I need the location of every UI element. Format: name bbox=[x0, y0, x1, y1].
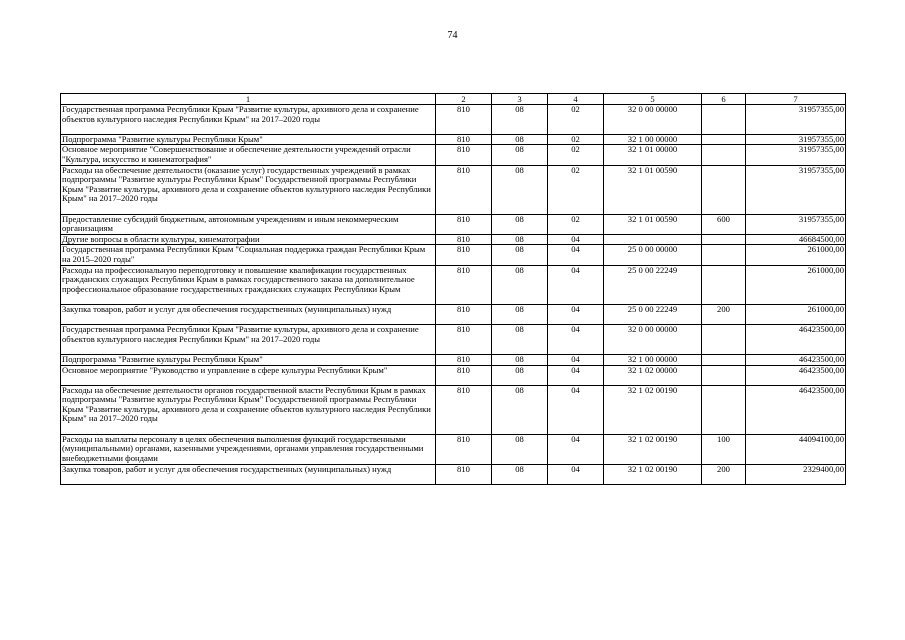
row-name-cell: Подпрограмма "Развитие культуры Республики Крым" bbox=[61, 354, 436, 365]
row-ministry-code-cell: 810 bbox=[436, 105, 492, 135]
row-expense-type-cell: 200 bbox=[702, 464, 746, 484]
row-target-article-cell: 32 1 00 00000 bbox=[604, 354, 702, 365]
row-target-article-cell: 32 1 01 00000 bbox=[604, 145, 702, 165]
row-section-cell: 08 bbox=[492, 385, 548, 434]
row-target-article-cell: 32 1 00 00000 bbox=[604, 134, 702, 145]
row-target-article-cell: 32 0 00 00000 bbox=[604, 105, 702, 135]
row-name-cell: Расходы на обеспечение деятельности (оказание услуг) государственных учреждений в рамках подпрограммы "Развитие культуры Республики Крым" Государственной программы Республики Крым "Развитие культуры, архивного дела и сохранение объектов культурного наследия Республики Крым" на 2017–2020 годы bbox=[61, 165, 436, 214]
row-name-cell: Государственная программа Республики Крым "Социальная поддержка граждан Республики Крым на 2015–2020 годы" bbox=[61, 245, 436, 265]
row-amount-cell: 46423500,00 bbox=[746, 385, 846, 434]
row-name-cell: Государственная программа Республики Крым "Развитие культуры, архивного дела и сохранение объектов культурного наследия Республики Крым" на 2017–2020 годы bbox=[61, 325, 436, 355]
row-expense-type-cell bbox=[702, 145, 746, 165]
row-expense-type-cell: 200 bbox=[702, 304, 746, 324]
row-amount-cell: 31957355,00 bbox=[746, 165, 846, 214]
row-section-cell: 08 bbox=[492, 214, 548, 234]
row-ministry-code-cell: 810 bbox=[436, 265, 492, 304]
row-section-cell: 08 bbox=[492, 304, 548, 324]
row-section-cell: 08 bbox=[492, 145, 548, 165]
row-ministry-code-cell: 810 bbox=[436, 325, 492, 355]
row-expense-type-cell bbox=[702, 325, 746, 355]
table-row bbox=[61, 385, 846, 434]
row-section-cell: 08 bbox=[492, 354, 548, 365]
row-ministry-code-cell: 810 bbox=[436, 134, 492, 145]
row-expense-type-cell bbox=[702, 385, 746, 434]
table-row bbox=[61, 165, 846, 214]
table-row bbox=[61, 325, 846, 355]
row-section-cell: 08 bbox=[492, 134, 548, 145]
row-amount-cell: 46423500,00 bbox=[746, 365, 846, 385]
row-expense-type-cell: 600 bbox=[702, 214, 746, 234]
row-subsection-cell: 04 bbox=[548, 245, 604, 265]
table-row bbox=[61, 245, 846, 265]
row-amount-cell: 31957355,00 bbox=[746, 145, 846, 165]
row-name-cell: Основное мероприятие "Совершенствование и обеспечение деятельности учреждений отрасли "Культура, искусство и кинематография" bbox=[61, 145, 436, 165]
row-ministry-code-cell: 810 bbox=[436, 165, 492, 214]
header-cell: 4 bbox=[548, 94, 604, 105]
row-expense-type-cell bbox=[702, 245, 746, 265]
table-body bbox=[61, 105, 846, 485]
row-subsection-cell: 04 bbox=[548, 304, 604, 324]
header-cell: 1 bbox=[61, 94, 436, 105]
header-cell: 2 bbox=[436, 94, 492, 105]
row-target-article-cell: 32 1 01 00590 bbox=[604, 165, 702, 214]
row-ministry-code-cell: 810 bbox=[436, 354, 492, 365]
row-amount-cell: 261000,00 bbox=[746, 245, 846, 265]
row-amount-cell: 31957355,00 bbox=[746, 134, 846, 145]
row-expense-type-cell bbox=[702, 354, 746, 365]
row-expense-type-cell bbox=[702, 165, 746, 214]
row-name-cell: Предоставление субсидий бюджетным, автономным учреждениям и иным некоммерческим организациям bbox=[61, 214, 436, 234]
row-subsection-cell: 04 bbox=[548, 385, 604, 434]
row-target-article-cell: 25 0 00 22249 bbox=[604, 304, 702, 324]
row-ministry-code-cell: 810 bbox=[436, 245, 492, 265]
row-ministry-code-cell: 810 bbox=[436, 214, 492, 234]
row-amount-cell: 2329400,00 bbox=[746, 464, 846, 484]
page-number: 74 bbox=[447, 30, 458, 41]
row-amount-cell: 46423500,00 bbox=[746, 354, 846, 365]
table-row bbox=[61, 145, 846, 165]
row-section-cell: 08 bbox=[492, 434, 548, 464]
row-name-cell: Расходы на выплаты персоналу в целях обеспечения выполнения функций государственными (муниципальными) органами, казенными учреждениями, органами управления государственными внебюджетными фондами bbox=[61, 434, 436, 464]
row-name-cell: Государственная программа Республики Крым "Развитие культуры, архивного дела и сохранение объектов культурного наследия Республики Крым" на 2017–2020 годы bbox=[61, 105, 436, 135]
header-cell: 7 bbox=[746, 94, 846, 105]
row-subsection-cell: 04 bbox=[548, 434, 604, 464]
row-amount-cell: 31957355,00 bbox=[746, 105, 846, 135]
row-section-cell: 08 bbox=[492, 165, 548, 214]
row-subsection-cell: 04 bbox=[548, 325, 604, 355]
row-ministry-code-cell: 810 bbox=[436, 385, 492, 434]
row-name-cell: Другие вопросы в области культуры, кинематографии bbox=[61, 234, 436, 245]
row-target-article-cell: 32 1 02 00190 bbox=[604, 385, 702, 434]
table-row bbox=[61, 134, 846, 145]
table-row bbox=[61, 234, 846, 245]
row-ministry-code-cell: 810 bbox=[436, 365, 492, 385]
table-row bbox=[61, 464, 846, 484]
row-subsection-cell: 02 bbox=[548, 214, 604, 234]
row-name-cell: Расходы на обеспечение деятельности органов государственной власти Республики Крым в рамках подпрограммы "Развитие культуры Республики Крым" Государственной программы Республики Крым "Развитие культуры, архивного дела и сохранение объектов культурного наследия Республики Крым" на 2017–2020 годы bbox=[61, 385, 436, 434]
row-expense-type-cell: 100 bbox=[702, 434, 746, 464]
row-section-cell: 08 bbox=[492, 365, 548, 385]
table-row bbox=[61, 105, 846, 135]
row-subsection-cell: 04 bbox=[548, 265, 604, 304]
header-cell: 5 bbox=[604, 94, 702, 105]
row-ministry-code-cell: 810 bbox=[436, 304, 492, 324]
row-ministry-code-cell: 810 bbox=[436, 234, 492, 245]
row-section-cell: 08 bbox=[492, 105, 548, 135]
row-section-cell: 08 bbox=[492, 464, 548, 484]
row-expense-type-cell bbox=[702, 134, 746, 145]
row-ministry-code-cell: 810 bbox=[436, 145, 492, 165]
row-subsection-cell: 04 bbox=[548, 234, 604, 245]
row-amount-cell: 46684500,00 bbox=[746, 234, 846, 245]
row-ministry-code-cell: 810 bbox=[436, 434, 492, 464]
row-section-cell: 08 bbox=[492, 234, 548, 245]
row-target-article-cell: 32 1 02 00000 bbox=[604, 365, 702, 385]
row-subsection-cell: 02 bbox=[548, 145, 604, 165]
header-row bbox=[61, 94, 846, 105]
row-ministry-code-cell: 810 bbox=[436, 464, 492, 484]
row-target-article-cell: 32 1 02 00190 bbox=[604, 434, 702, 464]
row-name-cell: Закупка товаров, работ и услуг для обеспечения государственных (муниципальных) нужд bbox=[61, 464, 436, 484]
row-target-article-cell: 25 0 00 22249 bbox=[604, 265, 702, 304]
row-amount-cell: 261000,00 bbox=[746, 304, 846, 324]
row-target-article-cell: 32 1 02 00190 bbox=[604, 464, 702, 484]
row-amount-cell: 261000,00 bbox=[746, 265, 846, 304]
row-target-article-cell bbox=[604, 234, 702, 245]
table-row bbox=[61, 434, 846, 464]
row-section-cell: 08 bbox=[492, 325, 548, 355]
table-row bbox=[61, 214, 846, 234]
table-row bbox=[61, 365, 846, 385]
row-subsection-cell: 04 bbox=[548, 365, 604, 385]
row-name-cell: Расходы на профессиональную переподготовку и повышение квалификации государственных гражданских служащих Республики Крым в рамках государственного заказа на дополнительное профессиональное образование государственных гражданских служащих Республики Крым bbox=[61, 265, 436, 304]
row-subsection-cell: 04 bbox=[548, 354, 604, 365]
row-amount-cell: 44094100,00 bbox=[746, 434, 846, 464]
row-expense-type-cell bbox=[702, 105, 746, 135]
table-row bbox=[61, 265, 846, 304]
table-row bbox=[61, 304, 846, 324]
row-subsection-cell: 04 bbox=[548, 464, 604, 484]
row-amount-cell: 46423500,00 bbox=[746, 325, 846, 355]
row-name-cell: Основное мероприятие "Руководство и управление в сфере культуры Республики Крым" bbox=[61, 365, 436, 385]
row-target-article-cell: 25 0 00 00000 bbox=[604, 245, 702, 265]
row-section-cell: 08 bbox=[492, 265, 548, 304]
row-amount-cell: 31957355,00 bbox=[746, 214, 846, 234]
row-section-cell: 08 bbox=[492, 245, 548, 265]
budget-table bbox=[60, 93, 846, 485]
row-name-cell: Подпрограмма "Развитие культуры Республики Крым" bbox=[61, 134, 436, 145]
row-target-article-cell: 32 0 00 00000 bbox=[604, 325, 702, 355]
row-subsection-cell: 02 bbox=[548, 134, 604, 145]
row-name-cell: Закупка товаров, работ и услуг для обеспечения государственных (муниципальных) нужд bbox=[61, 304, 436, 324]
row-expense-type-cell bbox=[702, 365, 746, 385]
table-row bbox=[61, 354, 846, 365]
row-target-article-cell: 32 1 01 00590 bbox=[604, 214, 702, 234]
row-expense-type-cell bbox=[702, 265, 746, 304]
row-subsection-cell: 02 bbox=[548, 105, 604, 135]
row-subsection-cell: 02 bbox=[548, 165, 604, 214]
header-cell: 3 bbox=[492, 94, 548, 105]
row-expense-type-cell bbox=[702, 234, 746, 245]
header-cell: 6 bbox=[702, 94, 746, 105]
